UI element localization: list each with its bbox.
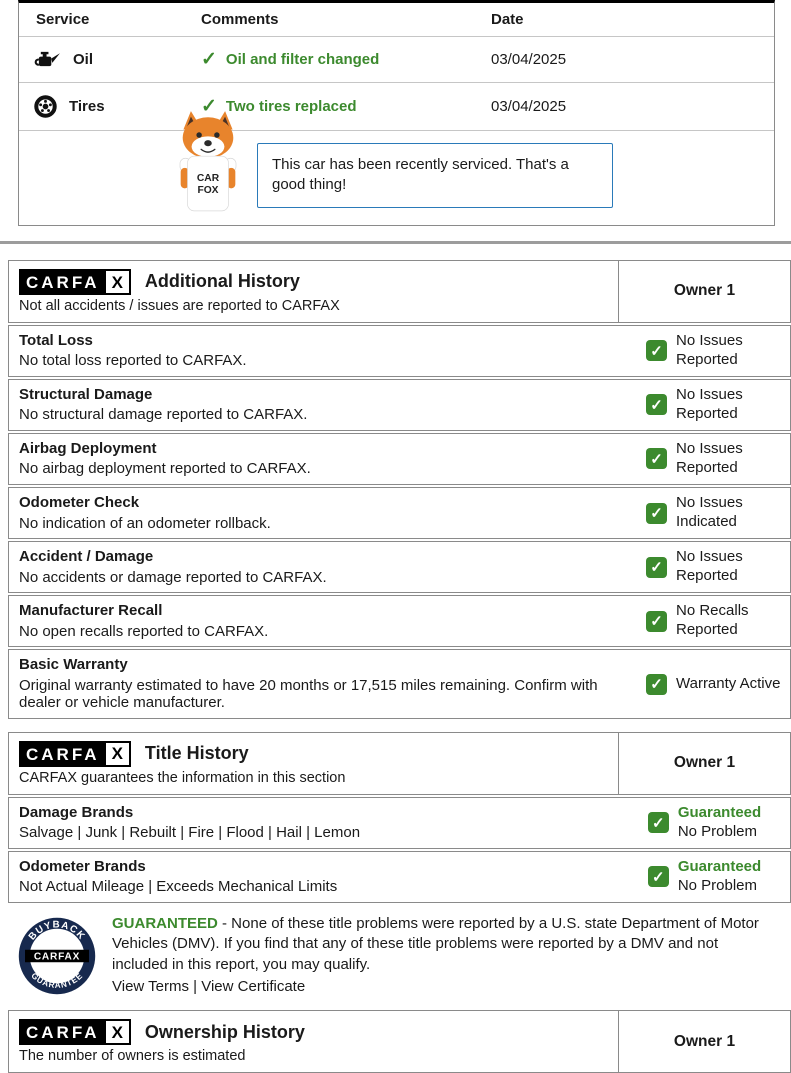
owner-column-header: Owner 1 — [673, 754, 736, 772]
tire-icon — [34, 95, 57, 118]
status-line2: Indicated — [676, 513, 737, 530]
owner-column-header: Owner 1 — [673, 282, 736, 300]
status-line1: No Recalls — [676, 602, 749, 620]
row-description: No accidents or damage reported to CARFAX. — [19, 568, 327, 586]
status-line1: Warranty Active — [676, 674, 781, 692]
status-line2: No Problem — [677, 822, 758, 840]
guaranteed-label: GUARANTEED — [112, 914, 218, 932]
status-line1: Guaranteed — [677, 803, 762, 821]
ownership-history-section — [8, 1010, 791, 1073]
status-line2: Reported — [676, 567, 738, 585]
service-date: 03/04/2025 — [491, 51, 567, 68]
status-line1: No Issues — [676, 440, 743, 458]
carfax-logo: CARFA X — [19, 1019, 131, 1045]
row-description: Not Actual Mileage | Exceeds Mechanical Limits — [19, 878, 338, 896]
history-row-total-loss — [8, 325, 791, 377]
title-history-section — [8, 732, 791, 903]
title-row-odometer-brands — [8, 851, 791, 903]
column-header-date: Date — [491, 11, 524, 28]
row-status — [619, 548, 790, 586]
row-description: Original warranty estimated to have 20 months or 17,515 miles remaining. Confirm with dealer or vehicle manufacturer. — [19, 676, 598, 712]
car-fox-callout — [19, 130, 774, 225]
green-checkbox-icon: ✓ — [648, 866, 669, 887]
row-status — [619, 332, 790, 370]
status-line1: No Issues — [676, 548, 743, 566]
row-description: No open recalls reported to CARFAX. — [19, 622, 269, 640]
column-header-service: Service — [36, 11, 90, 28]
row-status — [619, 602, 790, 640]
row-status — [619, 386, 790, 424]
status-line1: No Issues — [676, 331, 743, 349]
service-row-tires — [19, 82, 774, 130]
buyback-guarantee-seal-icon — [18, 917, 96, 995]
status-line1: No Issues — [676, 386, 743, 404]
row-title: Structural Damage — [19, 385, 153, 403]
seal-middle-text: CARFAX — [33, 951, 81, 963]
row-status — [619, 674, 790, 695]
section-title: Ownership History — [144, 1021, 305, 1042]
green-checkbox-icon: ✓ — [646, 448, 667, 469]
oil-can-icon — [34, 49, 61, 70]
owner-column-header: Owner 1 — [673, 1032, 736, 1050]
section-divider — [0, 241, 791, 244]
ownership-history-header — [8, 1010, 791, 1073]
row-description: No structural damage reported to CARFAX. — [19, 406, 308, 424]
history-row-manufacturer-recall — [8, 595, 791, 647]
row-title: Manufacturer Recall — [19, 602, 163, 620]
service-table-header — [19, 3, 774, 36]
section-title: Title History — [144, 743, 249, 764]
section-subtitle: CARFAX guarantees the information in this section — [19, 769, 346, 786]
row-title: Odometer Check — [19, 493, 140, 511]
history-row-airbag-deployment — [8, 433, 791, 485]
history-row-accident-damage — [8, 541, 791, 593]
row-description: No indication of an odometer rollback. — [19, 514, 271, 532]
section-subtitle: The number of owners is estimated — [19, 1048, 246, 1065]
green-checkbox-icon: ✓ — [646, 394, 667, 415]
green-checkbox-icon: ✓ — [646, 340, 667, 361]
row-title: Basic Warranty — [19, 656, 128, 674]
section-subtitle: Not all accidents / issues are reported to CARFAX — [19, 298, 340, 314]
row-title: Accident / Damage — [19, 548, 154, 566]
seal-top-text: BUYBACK — [26, 919, 88, 943]
link-separator: | — [193, 977, 198, 995]
green-checkbox-icon: ✓ — [646, 557, 667, 578]
title-history-header — [8, 732, 791, 795]
row-title: Airbag Deployment — [19, 439, 157, 457]
status-line2: No Problem — [677, 876, 758, 894]
row-description: No total loss reported to CARFAX. — [19, 352, 247, 370]
history-row-structural-damage — [8, 379, 791, 431]
service-name: Oil — [73, 51, 94, 68]
row-status — [619, 440, 790, 478]
green-checkbox-icon: ✓ — [646, 503, 667, 524]
status-line2: Reported — [676, 404, 738, 422]
status-line2: Reported — [676, 458, 738, 476]
check-icon: ✓ — [201, 96, 217, 117]
green-checkbox-icon: ✓ — [646, 611, 667, 632]
service-records-table — [18, 0, 775, 226]
row-description: Salvage | Junk | Rebuilt | Fire | Flood | Hail | Lemon — [19, 824, 361, 842]
green-checkbox-icon: ✓ — [648, 812, 669, 833]
additional-history-section — [8, 260, 791, 719]
service-comment: Oil and filter changed — [225, 51, 380, 68]
fox-speech-bubble: This car has been recently serviced. That's a good thing! — [257, 143, 613, 208]
carfax-logo: CARFA X — [19, 741, 131, 767]
additional-history-header — [8, 260, 791, 323]
status-line2: Reported — [676, 350, 738, 368]
row-status — [619, 858, 790, 896]
row-status — [619, 804, 790, 842]
row-title: Total Loss — [19, 331, 93, 349]
guarantee-text: - None of these title problems were reported by a U.S. state Department of Motor Vehicles (DMV). If you find that any of these title problems were reported by a DMV and not included in this report, you may qualify. — [112, 914, 759, 974]
history-row-odometer-check — [8, 487, 791, 539]
buyback-guarantee-note — [18, 914, 781, 998]
carfax-logo: CARFA X — [19, 269, 131, 295]
service-date: 03/04/2025 — [491, 98, 567, 115]
status-line2: Reported — [676, 621, 738, 639]
service-row-oil — [19, 36, 774, 82]
green-checkbox-icon: ✓ — [646, 674, 667, 695]
car-fox-mascot — [167, 109, 249, 213]
column-header-comments: Comments — [201, 11, 279, 28]
row-title: Odometer Brands — [19, 857, 146, 875]
row-status — [619, 494, 790, 532]
fox-shirt-text-line1: CAR — [196, 172, 220, 184]
row-description: No airbag deployment reported to CARFAX. — [19, 460, 311, 478]
status-line1: Guaranteed — [677, 857, 762, 875]
row-title: Damage Brands — [19, 803, 134, 821]
view-terms-link[interactable]: View Terms — [112, 977, 189, 995]
fox-shirt-text-line2: FOX — [197, 185, 219, 197]
title-row-damage-brands — [8, 797, 791, 849]
check-icon: ✓ — [201, 49, 217, 70]
view-certificate-link[interactable]: View Certificate — [201, 977, 306, 995]
section-title: Additional History — [144, 271, 300, 292]
service-comment: Two tires replaced — [225, 98, 357, 115]
history-row-basic-warranty — [8, 649, 791, 719]
seal-bottom-text: GUARANTEE — [29, 970, 85, 990]
status-line1: No Issues — [676, 494, 743, 512]
service-name: Tires — [69, 98, 105, 115]
